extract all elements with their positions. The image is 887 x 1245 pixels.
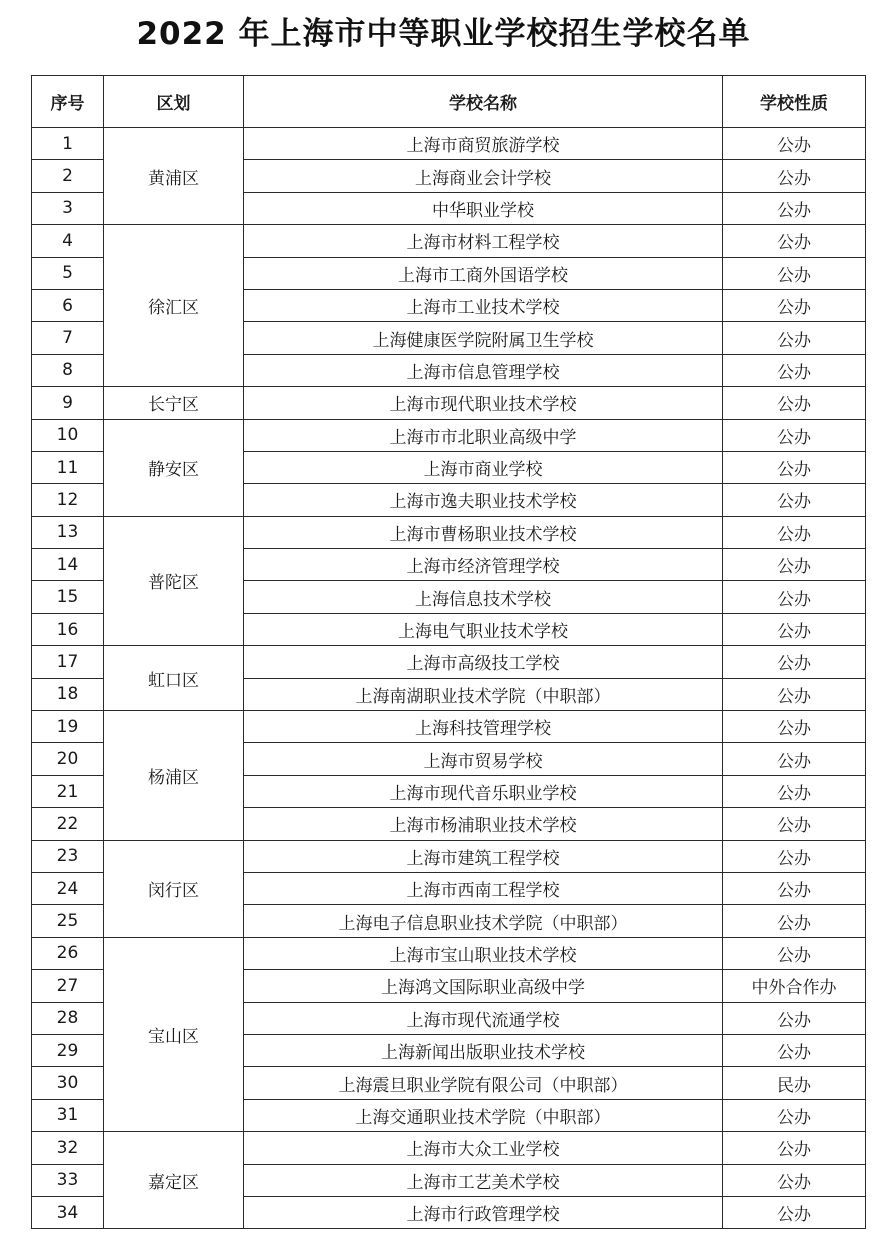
- row-school-type: 民办: [723, 1067, 866, 1099]
- row-index: 3: [32, 192, 104, 224]
- row-school-type: 公办: [723, 451, 866, 483]
- row-school-type: 公办: [723, 128, 866, 160]
- row-school-name: 上海市大众工业学校: [244, 1132, 723, 1164]
- row-school-type: 公办: [723, 808, 866, 840]
- row-index: 31: [32, 1099, 104, 1131]
- table-body: [32, 128, 866, 1229]
- row-index: 26: [32, 937, 104, 969]
- row-school-type: 公办: [723, 613, 866, 645]
- row-school-name: 上海电气职业技术学校: [244, 613, 723, 645]
- row-school-type: 公办: [723, 387, 866, 419]
- header-index: 序号: [32, 76, 104, 128]
- table-row: [32, 711, 866, 743]
- row-school-name: 上海市逸夫职业技术学校: [244, 484, 723, 516]
- row-school-type: 公办: [723, 160, 866, 192]
- row-index: 32: [32, 1132, 104, 1164]
- row-school-name: 上海市西南工程学校: [244, 872, 723, 904]
- row-school-name: 上海市商贸旅游学校: [244, 128, 723, 160]
- row-school-name: 上海南湖职业技术学院（中职部）: [244, 678, 723, 710]
- row-school-type: 公办: [723, 419, 866, 451]
- table-row: [32, 387, 866, 419]
- row-district: 宝山区: [104, 937, 244, 1131]
- row-school-type: 公办: [723, 354, 866, 386]
- row-school-name: 上海震旦职业学院有限公司（中职部）: [244, 1067, 723, 1099]
- table-row: [32, 937, 866, 969]
- row-school-name: 上海市现代职业技术学校: [244, 387, 723, 419]
- row-index: 9: [32, 387, 104, 419]
- row-district: 普陀区: [104, 516, 244, 646]
- table-row: [32, 516, 866, 548]
- row-index: 30: [32, 1067, 104, 1099]
- row-school-type: 公办: [723, 549, 866, 581]
- row-school-name: 上海市市北职业高级中学: [244, 419, 723, 451]
- row-school-type: 公办: [723, 905, 866, 937]
- row-school-type: 公办: [723, 711, 866, 743]
- table-row: [32, 128, 866, 160]
- row-school-type: 公办: [723, 775, 866, 807]
- row-index: 12: [32, 484, 104, 516]
- row-district: 嘉定区: [104, 1132, 244, 1229]
- row-school-type: 中外合作办: [723, 970, 866, 1002]
- row-index: 16: [32, 613, 104, 645]
- row-school-name: 中华职业学校: [244, 192, 723, 224]
- row-school-name: 上海市杨浦职业技术学校: [244, 808, 723, 840]
- row-school-name: 上海市材料工程学校: [244, 225, 723, 257]
- row-school-type: 公办: [723, 289, 866, 321]
- table-row: [32, 646, 866, 678]
- header-school-type: 学校性质: [723, 76, 866, 128]
- row-index: 10: [32, 419, 104, 451]
- row-school-type: 公办: [723, 257, 866, 289]
- row-index: 13: [32, 516, 104, 548]
- row-school-type: 公办: [723, 840, 866, 872]
- row-school-type: 公办: [723, 1034, 866, 1066]
- row-school-type: 公办: [723, 1132, 866, 1164]
- row-index: 8: [32, 354, 104, 386]
- row-school-name: 上海市曹杨职业技术学校: [244, 516, 723, 548]
- row-school-name: 上海科技管理学校: [244, 711, 723, 743]
- row-index: 33: [32, 1164, 104, 1196]
- row-school-name: 上海市工艺美术学校: [244, 1164, 723, 1196]
- row-school-name: 上海市信息管理学校: [244, 354, 723, 386]
- header-district: 区划: [104, 76, 244, 128]
- row-school-type: 公办: [723, 581, 866, 613]
- row-index: 23: [32, 840, 104, 872]
- row-index: 25: [32, 905, 104, 937]
- row-index: 19: [32, 711, 104, 743]
- school-roster-table: [31, 75, 866, 1229]
- row-index: 5: [32, 257, 104, 289]
- row-index: 14: [32, 549, 104, 581]
- row-district: 闵行区: [104, 840, 244, 937]
- row-district: 长宁区: [104, 387, 244, 419]
- table-header-row: [32, 76, 866, 128]
- row-school-name: 上海鸿文国际职业高级中学: [244, 970, 723, 1002]
- row-school-name: 上海市现代流通学校: [244, 1002, 723, 1034]
- row-school-type: 公办: [723, 225, 866, 257]
- row-district: 虹口区: [104, 646, 244, 711]
- row-index: 29: [32, 1034, 104, 1066]
- row-school-name: 上海市行政管理学校: [244, 1196, 723, 1228]
- row-school-name: 上海市建筑工程学校: [244, 840, 723, 872]
- row-index: 21: [32, 775, 104, 807]
- row-index: 1: [32, 128, 104, 160]
- row-school-type: 公办: [723, 1099, 866, 1131]
- row-school-name: 上海市现代音乐职业学校: [244, 775, 723, 807]
- row-index: 24: [32, 872, 104, 904]
- row-school-type: 公办: [723, 1002, 866, 1034]
- row-school-name: 上海健康医学院附属卫生学校: [244, 322, 723, 354]
- row-school-type: 公办: [723, 192, 866, 224]
- table-row: [32, 225, 866, 257]
- row-school-name: 上海市经济管理学校: [244, 549, 723, 581]
- row-district: 杨浦区: [104, 711, 244, 841]
- row-school-type: 公办: [723, 646, 866, 678]
- row-index: 7: [32, 322, 104, 354]
- row-school-type: 公办: [723, 516, 866, 548]
- row-index: 4: [32, 225, 104, 257]
- row-school-type: 公办: [723, 937, 866, 969]
- row-school-name: 上海电子信息职业技术学院（中职部）: [244, 905, 723, 937]
- row-school-name: 上海交通职业技术学院（中职部）: [244, 1099, 723, 1131]
- row-index: 27: [32, 970, 104, 1002]
- row-school-name: 上海商业会计学校: [244, 160, 723, 192]
- row-index: 6: [32, 289, 104, 321]
- page-title: 2022 年上海市中等职业学校招生学校名单: [136, 16, 751, 52]
- row-index: 2: [32, 160, 104, 192]
- row-school-type: 公办: [723, 322, 866, 354]
- row-school-name: 上海信息技术学校: [244, 581, 723, 613]
- row-school-name: 上海新闻出版职业技术学校: [244, 1034, 723, 1066]
- row-school-type: 公办: [723, 484, 866, 516]
- table-row: [32, 419, 866, 451]
- row-index: 34: [32, 1196, 104, 1228]
- row-index: 11: [32, 451, 104, 483]
- row-school-type: 公办: [723, 1196, 866, 1228]
- row-school-name: 上海市高级技工学校: [244, 646, 723, 678]
- row-school-name: 上海市工业技术学校: [244, 289, 723, 321]
- row-school-type: 公办: [723, 743, 866, 775]
- table-row: [32, 1132, 866, 1164]
- row-school-name: 上海市贸易学校: [244, 743, 723, 775]
- row-school-type: 公办: [723, 872, 866, 904]
- row-index: 18: [32, 678, 104, 710]
- row-school-type: 公办: [723, 678, 866, 710]
- table-row: [32, 840, 866, 872]
- row-school-type: 公办: [723, 1164, 866, 1196]
- row-index: 22: [32, 808, 104, 840]
- row-district: 黄浦区: [104, 128, 244, 225]
- row-school-name: 上海市工商外国语学校: [244, 257, 723, 289]
- header-school-name: 学校名称: [244, 76, 723, 128]
- row-index: 28: [32, 1002, 104, 1034]
- row-index: 20: [32, 743, 104, 775]
- row-district: 静安区: [104, 419, 244, 516]
- row-school-name: 上海市宝山职业技术学校: [244, 937, 723, 969]
- row-school-name: 上海市商业学校: [244, 451, 723, 483]
- row-district: 徐汇区: [104, 225, 244, 387]
- row-index: 17: [32, 646, 104, 678]
- row-index: 15: [32, 581, 104, 613]
